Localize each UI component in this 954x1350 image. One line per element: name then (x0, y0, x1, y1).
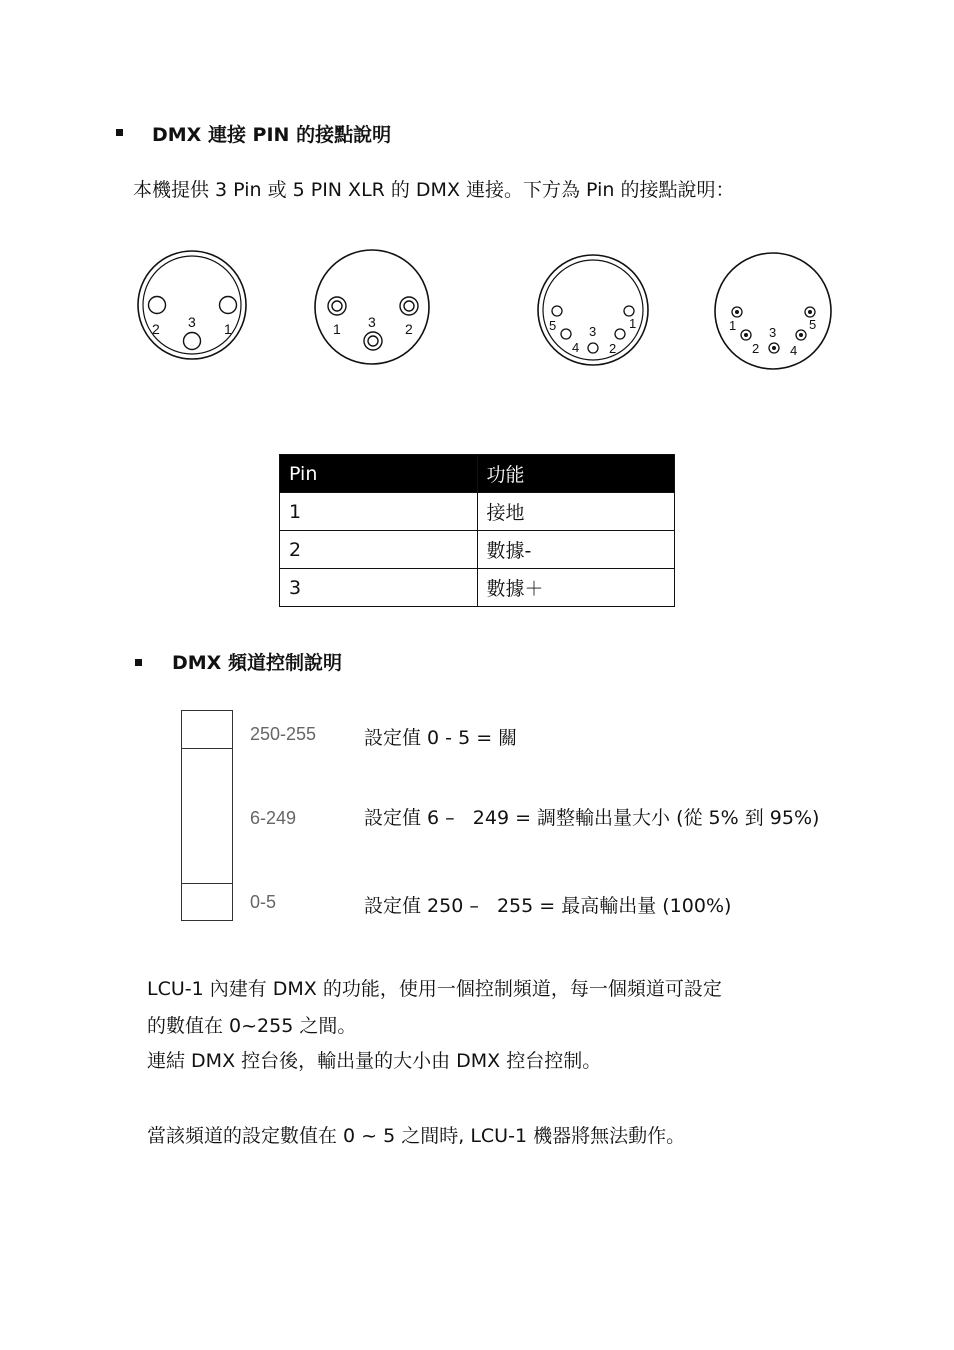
table-header-cell: Pin (280, 455, 478, 493)
range-label: 0-5 (250, 892, 277, 912)
range-description: 設定值 0 - 5 = 關 (364, 727, 518, 749)
table-cell: 1 (280, 493, 478, 531)
bullet-icon (116, 129, 123, 136)
table-cell: 數據＋ (477, 569, 675, 607)
pin-label: 3 (769, 325, 777, 340)
pin-label: 2 (752, 341, 760, 356)
pin-label: 3 (368, 314, 376, 330)
connector-diagrams (0, 240, 954, 380)
section-heading-pin: DMX 連接 PIN 的接點說明 (152, 124, 392, 146)
pin-label: 5 (549, 318, 557, 333)
channel-range-bar (181, 710, 233, 921)
pin-label: 1 (224, 321, 232, 337)
table-cell: 3 (280, 569, 478, 607)
table-cell: 2 (280, 531, 478, 569)
pin-label: 5 (809, 317, 817, 332)
range-description: 設定值 6 – 249 = 調整輸出量大小 (從 5% 到 95%) (364, 807, 820, 829)
range-description: 設定值 250 – 255 = 最高輸出量 (100%) (364, 895, 732, 917)
paragraph-line: 連結 DMX 控台後，輸出量的大小由 DMX 控台控制。 (147, 1050, 602, 1072)
pin-label: 3 (188, 314, 196, 330)
pin-label: 1 (333, 321, 341, 337)
table-row (280, 569, 675, 607)
pin-function-table (279, 454, 675, 607)
intro-text: 本機提供 3 Pin 或 5 PIN XLR 的 DMX 連接。下方為 Pin 的接點說明： (133, 179, 735, 201)
connector-5pin-female (538, 255, 648, 365)
bullet-icon (135, 659, 142, 666)
pin-label: 4 (572, 340, 580, 355)
range-label: 6-249 (250, 808, 297, 828)
table-cell: 接地 (477, 493, 675, 531)
range-divider (182, 748, 232, 749)
pin-label: 2 (609, 341, 617, 356)
section-heading-channel: DMX 頻道控制說明 (172, 652, 342, 674)
pin-label: 4 (790, 343, 798, 358)
table-header-cell: 功能 (477, 455, 675, 493)
pin-label: 2 (405, 321, 413, 337)
connector-3pin-male (315, 250, 429, 364)
paragraph-line: 當該頻道的設定數值在 0 ~ 5 之間時, LCU-1 機器將無法動作。 (147, 1125, 686, 1147)
connector-5pin-male (715, 253, 831, 369)
table-row (280, 531, 675, 569)
table-header-row (280, 455, 675, 493)
paragraph-line: LCU-1 內建有 DMX 的功能，使用一個控制頻道，每一個頻道可設定 (147, 978, 722, 1000)
pin-label: 1 (729, 318, 737, 333)
pin-label: 1 (629, 316, 637, 331)
range-divider (182, 883, 232, 884)
connector-3pin-female (138, 251, 246, 359)
table-cell: 數據- (477, 531, 675, 569)
pin-label: 3 (589, 324, 597, 339)
range-label: 250-255 (250, 724, 317, 744)
paragraph-line: 的數值在 0~255 之間。 (147, 1015, 357, 1037)
table-row (280, 493, 675, 531)
pin-label: 2 (152, 321, 160, 337)
